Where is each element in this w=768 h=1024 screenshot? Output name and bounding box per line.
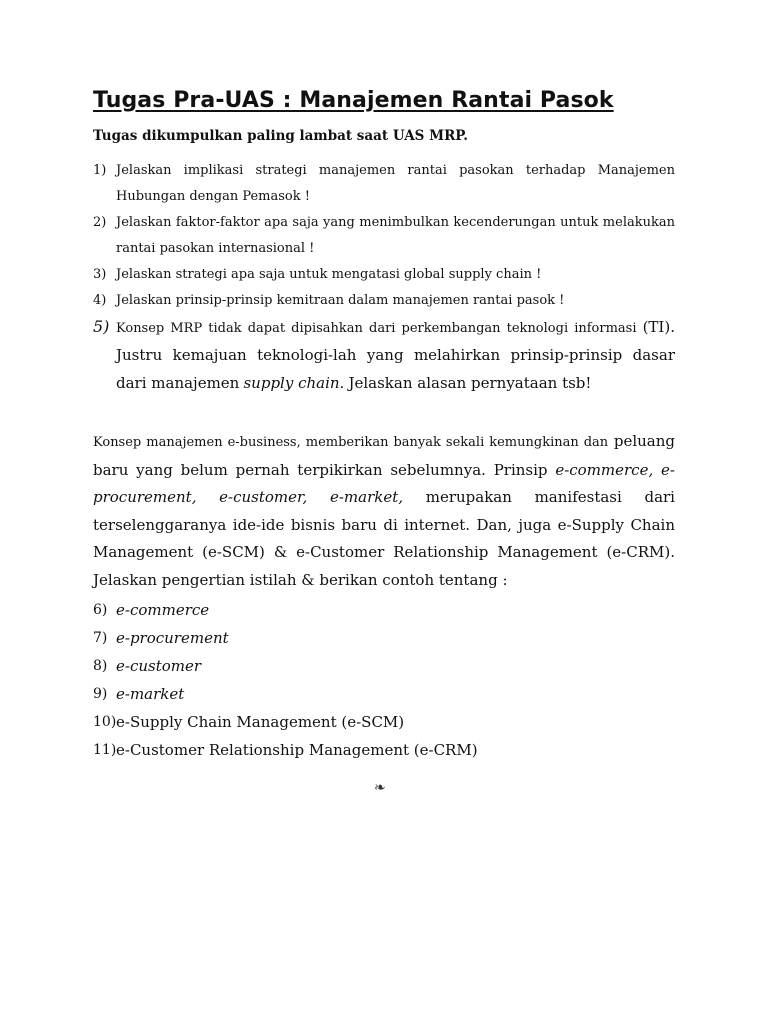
question-text — [116, 314, 675, 398]
question-5-part-b: (TI). — [642, 318, 675, 336]
page-title: Tugas Pra-UAS : Manajemen Rantai Pasok — [93, 88, 614, 113]
question-5-italic: supply chain. — [243, 374, 345, 392]
term-text: e-commerce — [116, 601, 210, 619]
e-business-paragraph — [93, 428, 675, 594]
term-item — [93, 680, 675, 708]
term-number: 10) — [93, 714, 117, 730]
term-text: e-market — [116, 685, 185, 703]
question-number: 3) — [93, 267, 107, 282]
question-item — [93, 210, 675, 262]
question-5-part-c: Justru kemajuan teknologi-lah yang melahirkan prinsip-prinsip dasar dari manajemen — [116, 346, 675, 392]
document-page — [93, 86, 675, 764]
question-number: 2) — [93, 215, 107, 230]
term-list — [93, 596, 675, 764]
term-number: 11) — [93, 742, 117, 758]
term-number: 8) — [93, 658, 108, 674]
paragraph-part-3: merupakan manifestasi dari terselenggaranya ide-ide bisnis baru di internet. Dan, juga e-Supply Chain Management (e-SCM) & e-Customer Relationship Management (e-CRM). Jelaskan pengertian istilah & berikan contoh tentang : — [93, 488, 675, 589]
question-text: Jelaskan prinsip-prinsip kemitraan dalam manajemen rantai pasok ! — [116, 293, 565, 308]
paragraph-italic: e-commerce, e-procurement, e-customer, e-market, — [93, 460, 675, 506]
term-item — [93, 624, 675, 652]
question-item — [93, 262, 675, 288]
question-number: 5) — [93, 317, 110, 336]
paragraph-part-1: Konsep manajemen e-business, memberikan banyak sekali kemungkinan dan — [93, 435, 609, 450]
term-text: e-Supply Chain Management (e-SCM) — [116, 713, 405, 731]
end-ornament-icon: ❧ — [374, 780, 386, 796]
question-5-part-d: Jelaskan alasan pernyataan tsb! — [348, 374, 592, 392]
question-text: Jelaskan strategi apa saja untuk mengatasi global supply chain ! — [116, 267, 542, 282]
term-number: 7) — [93, 630, 108, 646]
question-item — [93, 288, 675, 314]
term-number: 6) — [93, 602, 108, 618]
question-5-part-a: Konsep MRP tidak dapat dipisahkan dari perkembangan teknologi informasi — [116, 321, 637, 336]
term-item — [93, 708, 675, 736]
question-number: 4) — [93, 293, 107, 308]
term-text: e-customer — [116, 657, 202, 675]
paragraph-part-2: peluang baru yang belum pernah terpikirkan sebelumnya. Prinsip — [93, 432, 675, 479]
question-item — [93, 314, 675, 398]
term-item — [93, 736, 675, 764]
question-text: Jelaskan faktor-faktor apa saja yang menimbulkan kecenderungan untuk melakukan rantai pasokan internasional ! — [116, 215, 675, 256]
deadline-note: Tugas dikumpulkan paling lambat saat UAS MRP. — [93, 128, 468, 144]
term-number: 9) — [93, 686, 108, 702]
question-list — [93, 158, 675, 398]
question-text: Jelaskan implikasi strategi manajemen rantai pasokan terhadap Manajemen Hubungan dengan Pemasok ! — [116, 163, 675, 204]
question-number: 1) — [93, 163, 107, 178]
term-text: e-procurement — [116, 629, 229, 647]
term-item — [93, 652, 675, 680]
question-item — [93, 158, 675, 210]
term-item — [93, 596, 675, 624]
term-text: e-Customer Relationship Management (e-CRM) — [116, 741, 478, 759]
